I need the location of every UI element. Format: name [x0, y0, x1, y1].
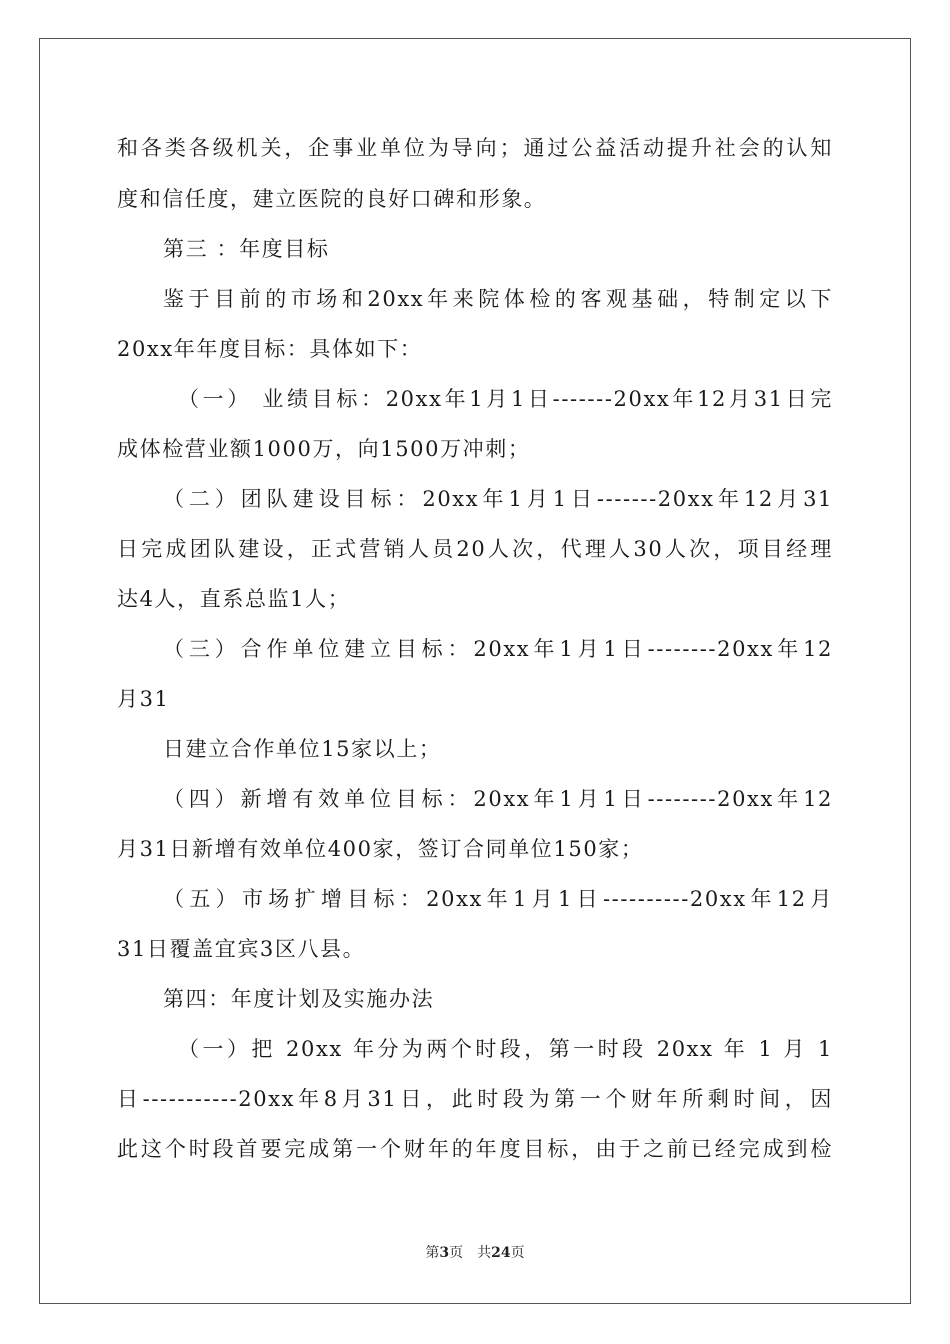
body-text-line: 月31: [117, 687, 170, 711]
page-border: [39, 38, 911, 1304]
body-text-line: 度和信任度，建立医院的良好口碑和形象。: [117, 187, 547, 211]
footer-prefix: 第: [425, 1245, 440, 1261]
body-text-line: （四）新增有效单位目标：20xx年1月1日--------20xx年12: [163, 787, 833, 811]
footer-suffix: 页: [510, 1245, 525, 1261]
total-page-count: 24: [491, 1245, 511, 1261]
body-text-line: 日-----------20xx年8月31日，此时段为第一个财年所剩时间，因: [117, 1087, 833, 1111]
body-text-line: （三）合作单位建立目标：20xx年1月1日--------20xx年12: [163, 637, 833, 661]
section-heading: 第四：年度计划及实施办法: [163, 987, 435, 1011]
body-text-line: 成体检营业额1000万，向1500万冲刺；: [117, 437, 531, 461]
section-heading: 第三 ：年度目标: [163, 237, 330, 261]
body-text-line: 月31日新增有效单位400家，签订合同单位150家；: [117, 837, 644, 861]
body-text-line: 达4人，直系总监1人；: [117, 587, 351, 611]
current-page-number: 3: [439, 1245, 450, 1261]
footer-mid: 页 共: [449, 1245, 492, 1261]
body-text-line: 鉴于目前的市场和20xx年来院体检的客观基础，特制定以下: [163, 287, 833, 311]
page-footer: [0, 1243, 950, 1263]
body-text-line: 20xx年年度目标：具体如下：: [117, 337, 423, 361]
body-text-line: （一）把 20xx 年分为两个时段，第一时段 20xx 年 1 月 1: [178, 1037, 833, 1061]
body-text-line: （五）市场扩增目标：20xx年1月1日----------20xx年12月: [163, 887, 833, 911]
body-text-line: 日建立合作单位15家以上；: [163, 737, 442, 761]
body-text-line: （一） 业绩目标：20xx年1月1日-------20xx年12月31日完: [178, 387, 833, 411]
body-text-line: 日完成团队建设，正式营销人员20人次，代理人30人次，项目经理: [117, 537, 833, 561]
body-text-line: 31日覆盖宜宾3区八县。: [117, 937, 366, 961]
body-text-line: （二）团队建设目标：20xx年1月1日-------20xx年12月31: [163, 487, 833, 511]
body-text-line: 和各类各级机关，企事业单位为导向；通过公益活动提升社会的认知: [117, 136, 833, 160]
body-text-line: 此这个时段首要完成第一个财年的年度目标，由于之前已经完成到检: [117, 1137, 833, 1161]
